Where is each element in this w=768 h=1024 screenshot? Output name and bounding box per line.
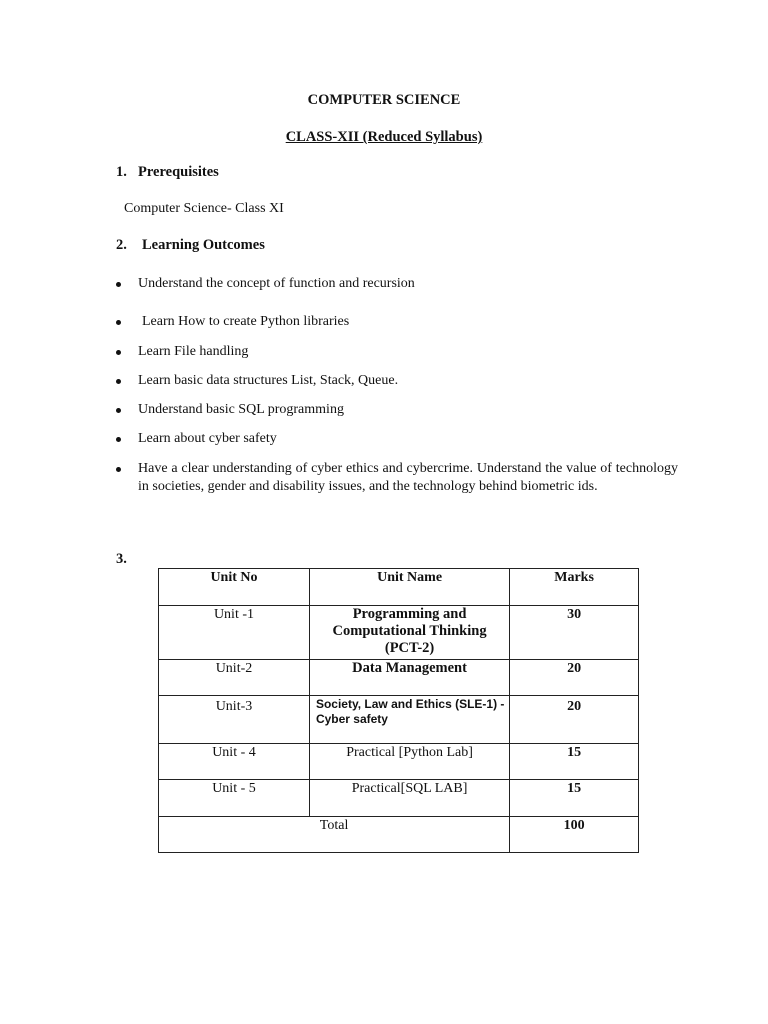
list-item-text: Understand the concept of function and recursion (138, 276, 415, 291)
cell-unit: Unit -1 (159, 606, 310, 660)
document-subtitle (0, 129, 768, 146)
cell-unit-name: Practical[SQL LAB] (309, 780, 509, 817)
table-row (159, 606, 639, 660)
cell-unit: Unit - 4 (159, 744, 310, 780)
units-marks-table (158, 568, 639, 853)
total-label-cell: Total (159, 817, 510, 853)
section-3-number: 3. (116, 551, 127, 567)
bullet-icon (116, 408, 121, 413)
list-item-text: Have a clear understanding of cyber ethics and cybercrime. Understand the value of technology in societies, gender and disability issues, and the technology behind biometric ids. (138, 461, 678, 494)
list-item-text: Learn How to create Python libraries (142, 314, 350, 329)
cell-marks: 15 (510, 744, 639, 780)
cell-unit: Unit-2 (159, 660, 310, 696)
cell-marks: 15 (510, 780, 639, 817)
section-heading-text: Prerequisites (138, 164, 219, 180)
table-header-row (159, 569, 639, 606)
subtitle-text: CLASS-XII (Reduced Syllabus) (285, 129, 483, 145)
header-unit-name: Unit Name (309, 569, 509, 606)
prerequisites-text: Computer Science- Class XI (124, 201, 284, 216)
section-number: 2. (116, 237, 127, 253)
header-unit-no: Unit No (159, 569, 310, 606)
cell-unit-name: Society, Law and Ethics (SLE-1) - Cyber safety (309, 696, 509, 744)
table-row (159, 696, 639, 744)
bullet-icon (116, 437, 121, 442)
list-item-text: Understand basic SQL programming (138, 402, 344, 417)
cell-unit-name: Programming and Computational Thinking (PCT-2) (309, 606, 509, 660)
table-row (159, 744, 639, 780)
table-row (159, 780, 639, 817)
total-marks-cell: 100 (510, 817, 639, 853)
document-title: COMPUTER SCIENCE (307, 92, 461, 108)
cell-unit-name: Practical [Python Lab] (309, 744, 509, 780)
section-number: 1. (116, 164, 127, 180)
cell-marks: 20 (510, 696, 639, 744)
header-marks: Marks (510, 569, 639, 606)
cell-unit-name: Data Management (309, 660, 509, 696)
bullet-icon (116, 350, 121, 355)
bullet-icon (116, 320, 121, 325)
list-item-text: Learn about cyber safety (138, 431, 277, 446)
list-item-text: Learn basic data structures List, Stack, Queue. (138, 373, 399, 388)
learning-outcomes-heading (116, 237, 265, 254)
cell-unit: Unit-3 (159, 696, 310, 744)
bullet-icon (116, 379, 121, 384)
list-item-text: Learn File handling (138, 344, 249, 359)
cell-marks: 20 (510, 660, 639, 696)
table-total-row (159, 817, 639, 853)
cell-unit: Unit - 5 (159, 780, 310, 817)
bullet-icon (116, 282, 121, 287)
prerequisites-heading (116, 164, 219, 181)
section-heading-text: Learning Outcomes (142, 237, 265, 253)
table-row (159, 660, 639, 696)
bullet-icon (116, 467, 121, 472)
cell-marks: 30 (510, 606, 639, 660)
